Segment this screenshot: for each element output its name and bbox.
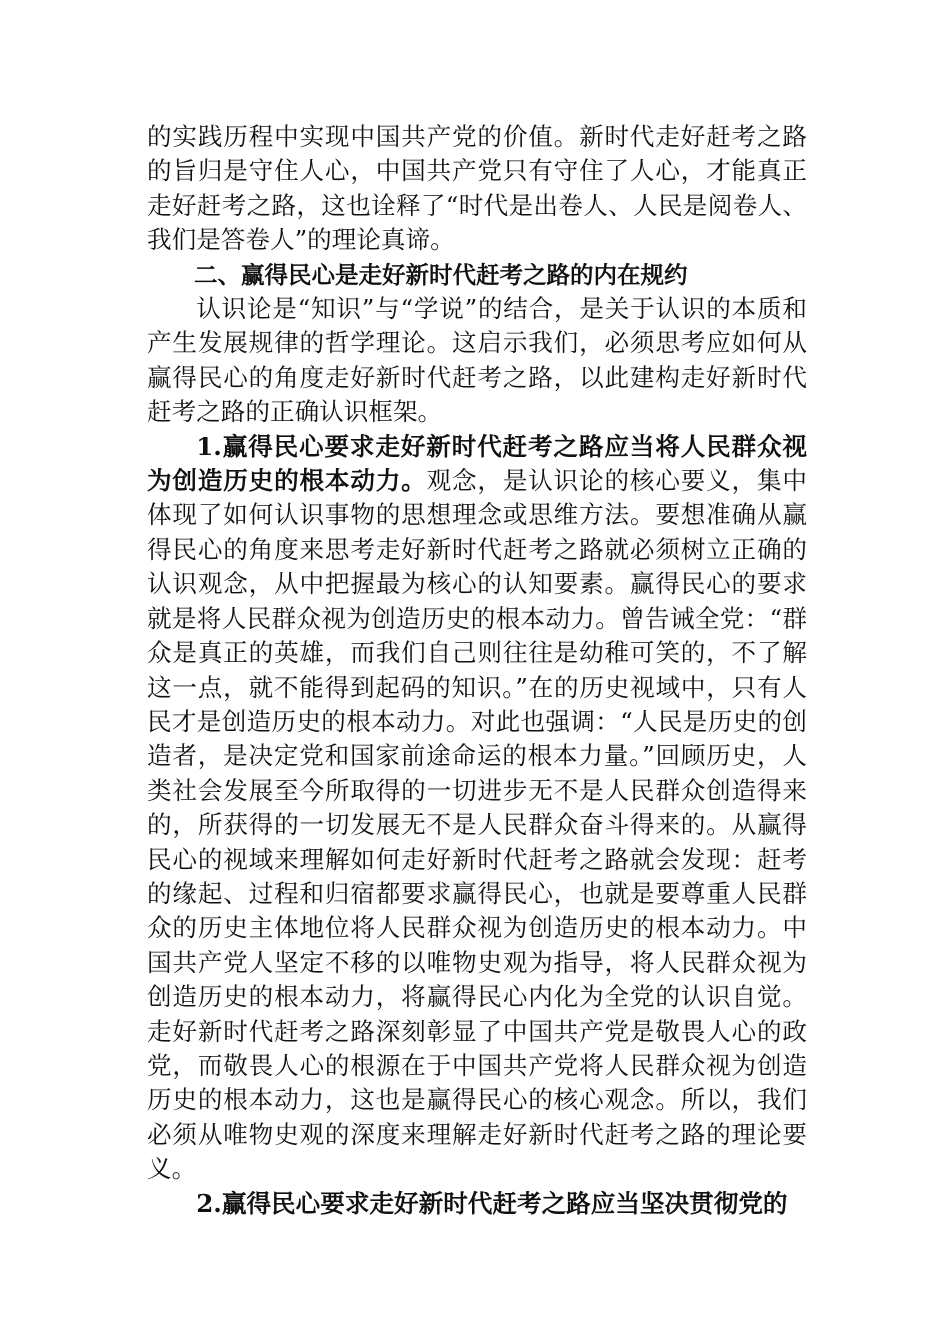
paragraph-continuation: 的实践历程中实现中国共产党的价值。新时代走好赶考之路的旨归是守住人心，中国共产党只有守住了人心，才能真正走好赶考之路，这也诠释了“时代是出卷人、人民是阅卷人、我们是答卷人”的理论真谛。: [147, 122, 807, 255]
section-heading: 二、赢得民心是走好新时代赶考之路的内在规约: [194, 260, 688, 289]
paragraph-intro: 认识论是“知识”与“学说”的结合，是关于认识的本质和产生发展规律的哲学理论。这启示我们，必须思考应如何从赢得民心的角度走好新时代赶考之路，以此建构走好新时代赶考之路的正确认识框架。: [147, 294, 807, 427]
paragraph-point-1: [147, 430, 807, 1187]
document-body: [147, 120, 807, 1221]
point-1-body: 观念，是认识论的核心要义，集中体现了如何认识事物的思想理念或思维方法。要想准确从赢得民心的角度来思考走好新时代赶考之路就必须树立正确的认识观念，从中把握最为核心的认知要素。赢得民心的要求就是将人民群众视为创造历史的根本动力。曾告诫全党：“群众是真正的英雄，而我们自己则往往是幼稚可笑的，不了解这一点，就不能得到起码的知识。”在的历史视域中，只有人民才是创造历史的根本动力。对此也强调：“人民是历史的创造者，是决定党和国家前途命运的根本力量。”回顾历史，人类社会发展至今所取得的一切进步无不是人民群众创造得来的，所获得的一切发展无不是人民群众奋斗得来的。从赢得民心的视域来理解如何走好新时代赶考之路就会发现：赶考的缘起、过程和归宿都要求赢得民心，也就是要尊重人民群众的历史主体地位将人民群众视为创造历史的根本动力。中国共产党人坚定不移的以唯物史观为指导，将人民群众视为创造历史的根本动力，将赢得民心内化为全党的认识自觉。走好新时代赶考之路深刻彰显了中国共产党是敬畏人心的政党，而敬畏人心的根源在于中国共产党将人民群众视为创造历史的根本动力，这也是赢得民心的核心观念。所以，我们必须从唯物史观的深度来理解走好新时代赶考之路的理论要义。: [147, 466, 807, 1184]
paragraph-point-2: [147, 1187, 807, 1221]
point-2-lead: 2.赢得民心要求走好新时代赶考之路应当坚决贯彻党的: [196, 1188, 788, 1218]
point-1-lead: 1.赢得民心要求走好新时代赶考之路应当将人民群众视为创造历史的根本动力。: [147, 431, 807, 496]
